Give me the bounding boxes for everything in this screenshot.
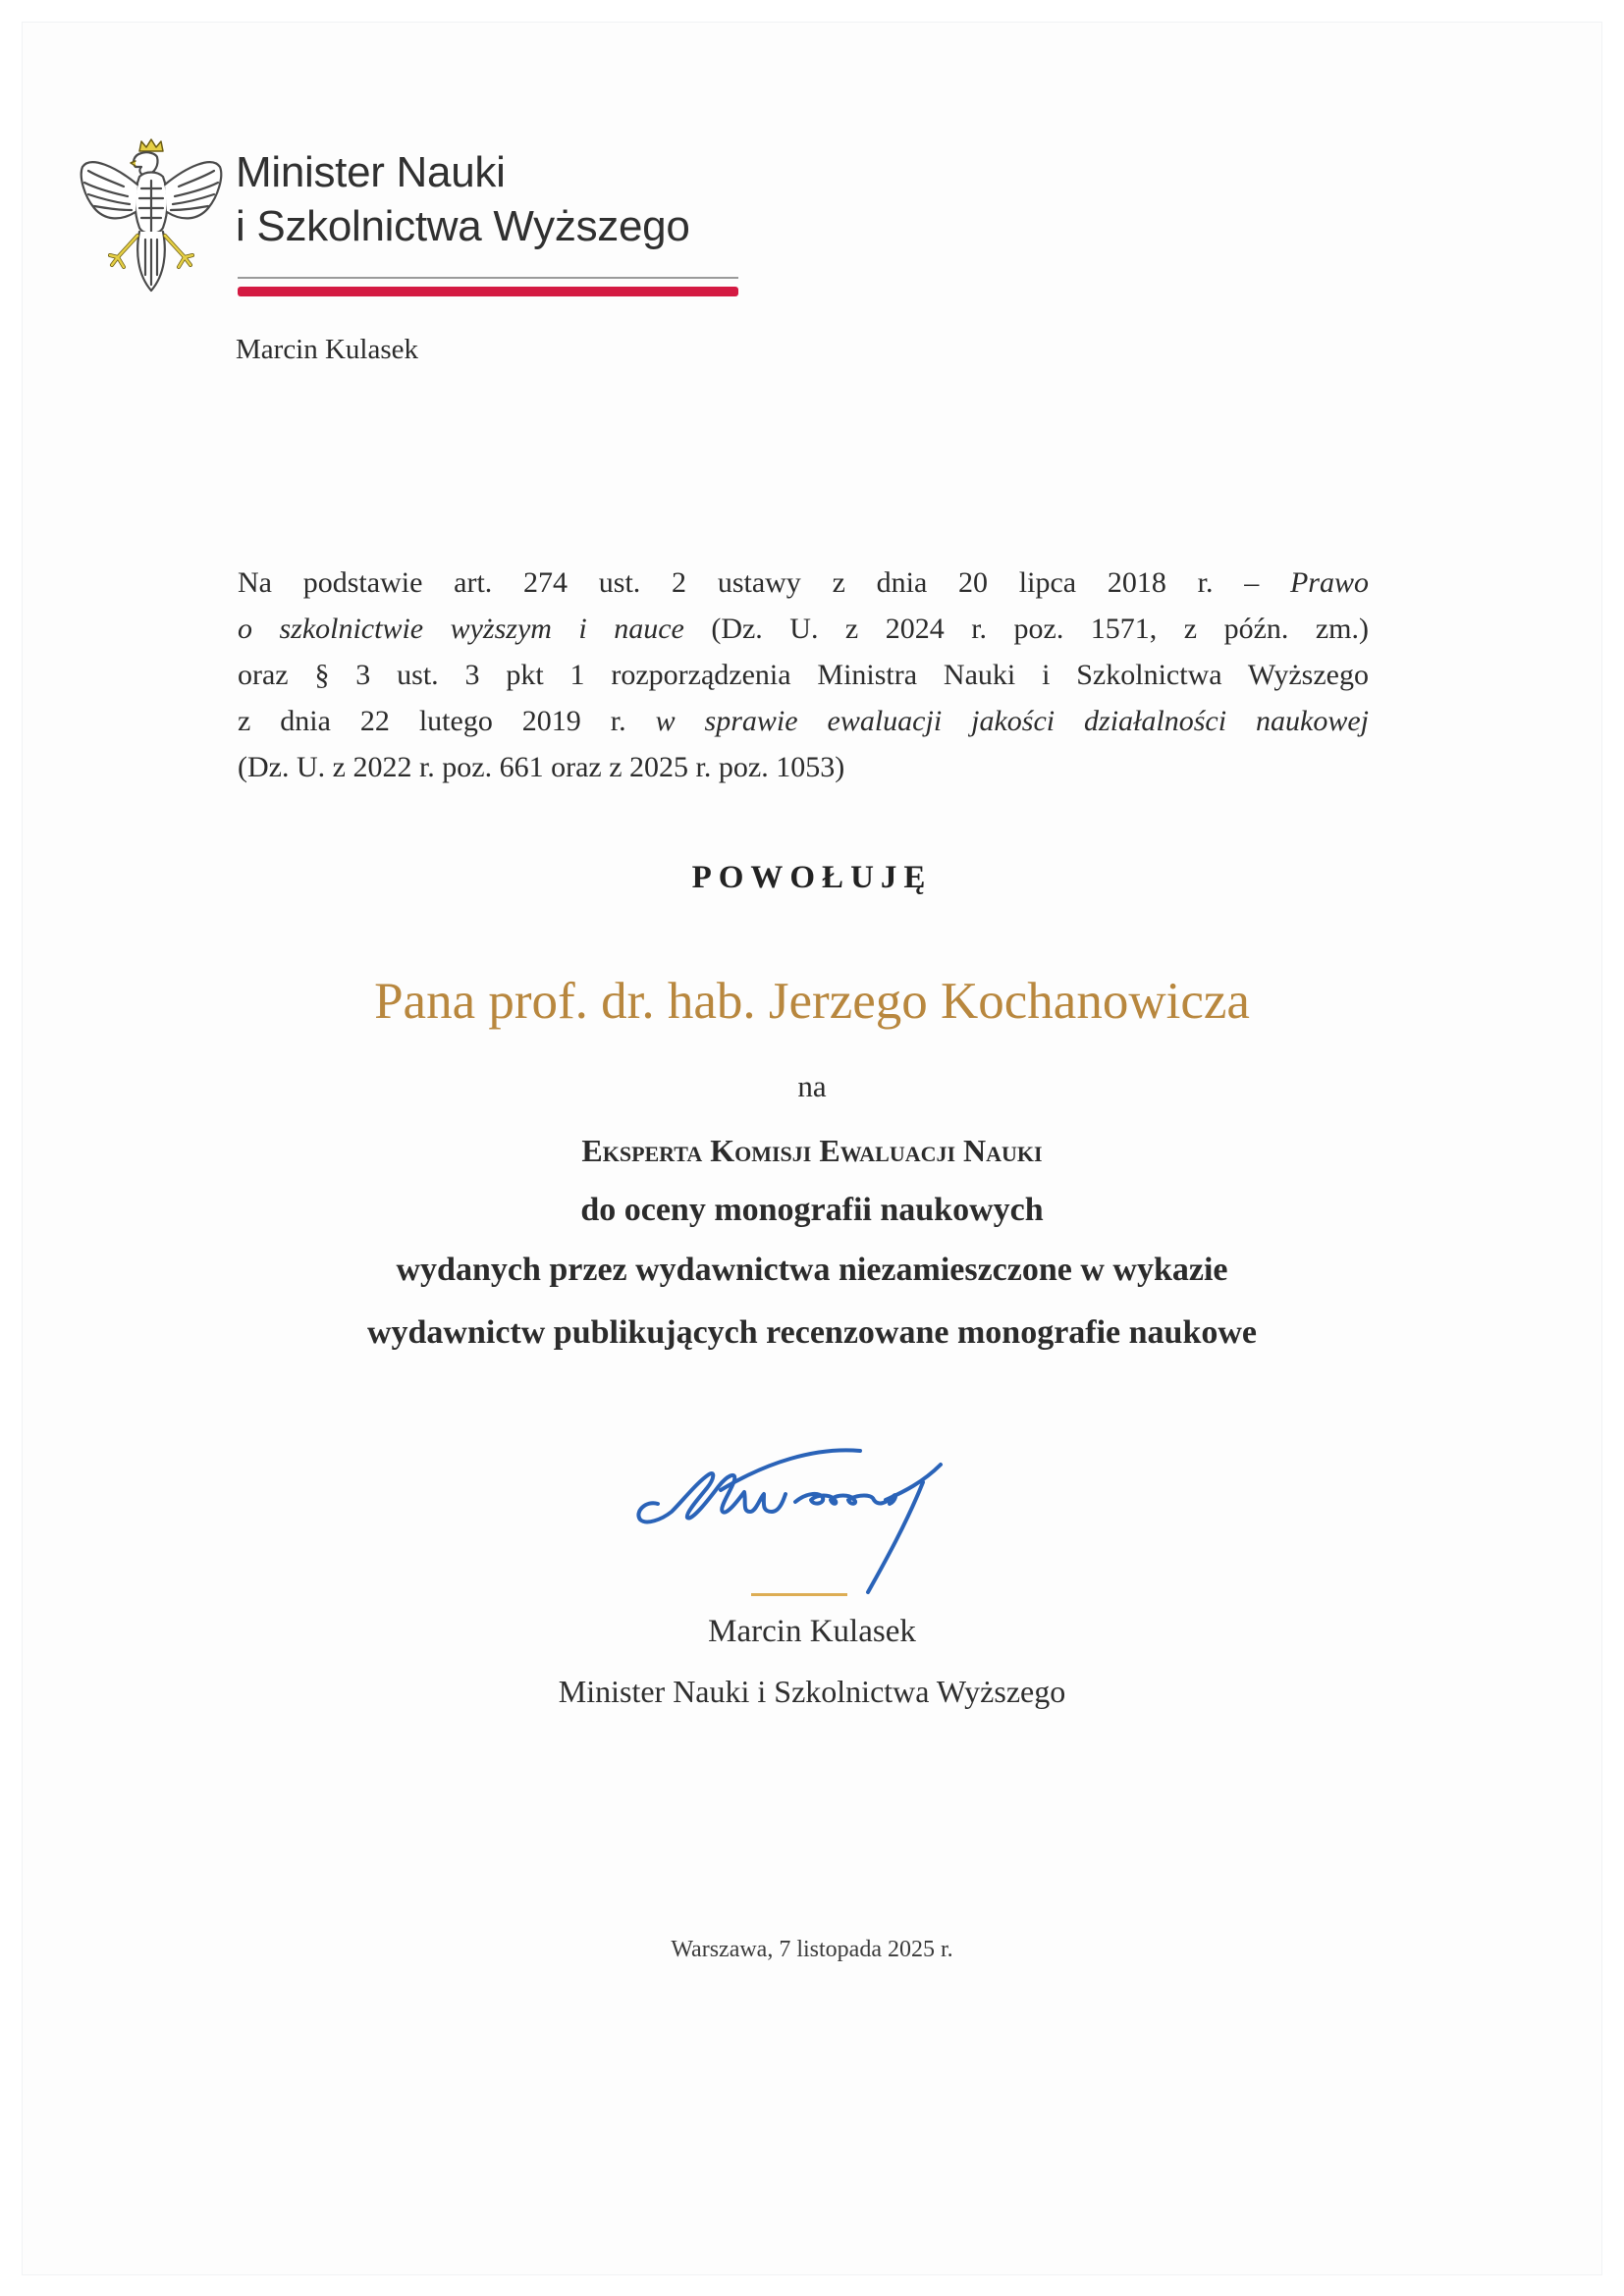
appointed-role: Eksperta Komisji Ewaluacji Nauki <box>581 1133 1043 1168</box>
italic-citation: o szkolnictwie wyższym i nauce <box>238 613 684 645</box>
signer-name: Marcin Kulasek <box>708 1614 916 1649</box>
role-description-line: wydawnictw publikujących recenzowane monografie naukowe <box>366 1314 1258 1351</box>
polish-eagle-emblem-icon <box>77 137 226 294</box>
paragraph-line <box>238 744 1369 790</box>
appointment-verb: POWOŁUJĘ <box>691 860 933 895</box>
signer-title: Minister Nauki i Szkolnictwa Wyższego <box>558 1674 1066 1709</box>
legal-basis-paragraph <box>238 560 1369 790</box>
paragraph-text: z dnia 22 lutego 2019 r. <box>238 705 656 737</box>
paragraph-line <box>238 698 1369 744</box>
minister-name: Marcin Kulasek <box>236 334 419 365</box>
paragraph-text: Na podstawie art. 274 ust. 2 ustawy z dnia 20 lipca 2018 r. – <box>238 566 1290 599</box>
header-accent-bar <box>238 287 738 296</box>
paragraph-line <box>238 652 1369 698</box>
italic-citation: w sprawie ewaluacji jakości działalności naukowej <box>655 705 1369 737</box>
signature-line <box>751 1593 847 1596</box>
handwritten-signature <box>628 1443 1001 1605</box>
paragraph-text: (Dz. U. z 2024 r. poz. 1571, z późn. zm.) <box>683 613 1369 645</box>
paragraph-line <box>238 560 1369 606</box>
brand-line-1: Minister Nauki <box>236 148 506 196</box>
role-description-line: wydanych przez wydawnictwa niezamieszczone w wykazie <box>396 1252 1228 1288</box>
preposition: na <box>797 1069 827 1103</box>
paragraph-text: (Dz. U. z 2022 r. poz. 661 oraz z 2025 r. poz. 1053) <box>238 751 845 783</box>
paragraph-line <box>238 606 1369 652</box>
role-description-line: do oceny monografii naukowych <box>580 1192 1044 1228</box>
appointee-name: Pana prof. dr. hab. Jerzego Kochanowicza <box>374 973 1250 1030</box>
header-divider <box>238 277 738 279</box>
ministry-brand <box>236 145 690 253</box>
place-and-date: Warszawa, 7 listopada 2025 r. <box>671 1937 953 1962</box>
italic-citation: Prawo <box>1289 566 1369 599</box>
paragraph-text: oraz § 3 ust. 3 pkt 1 rozporządzenia Ministra Nauki i Szkolnictwa Wyższego <box>238 659 1369 691</box>
brand-line-2: i Szkolnictwa Wyższego <box>236 202 690 250</box>
